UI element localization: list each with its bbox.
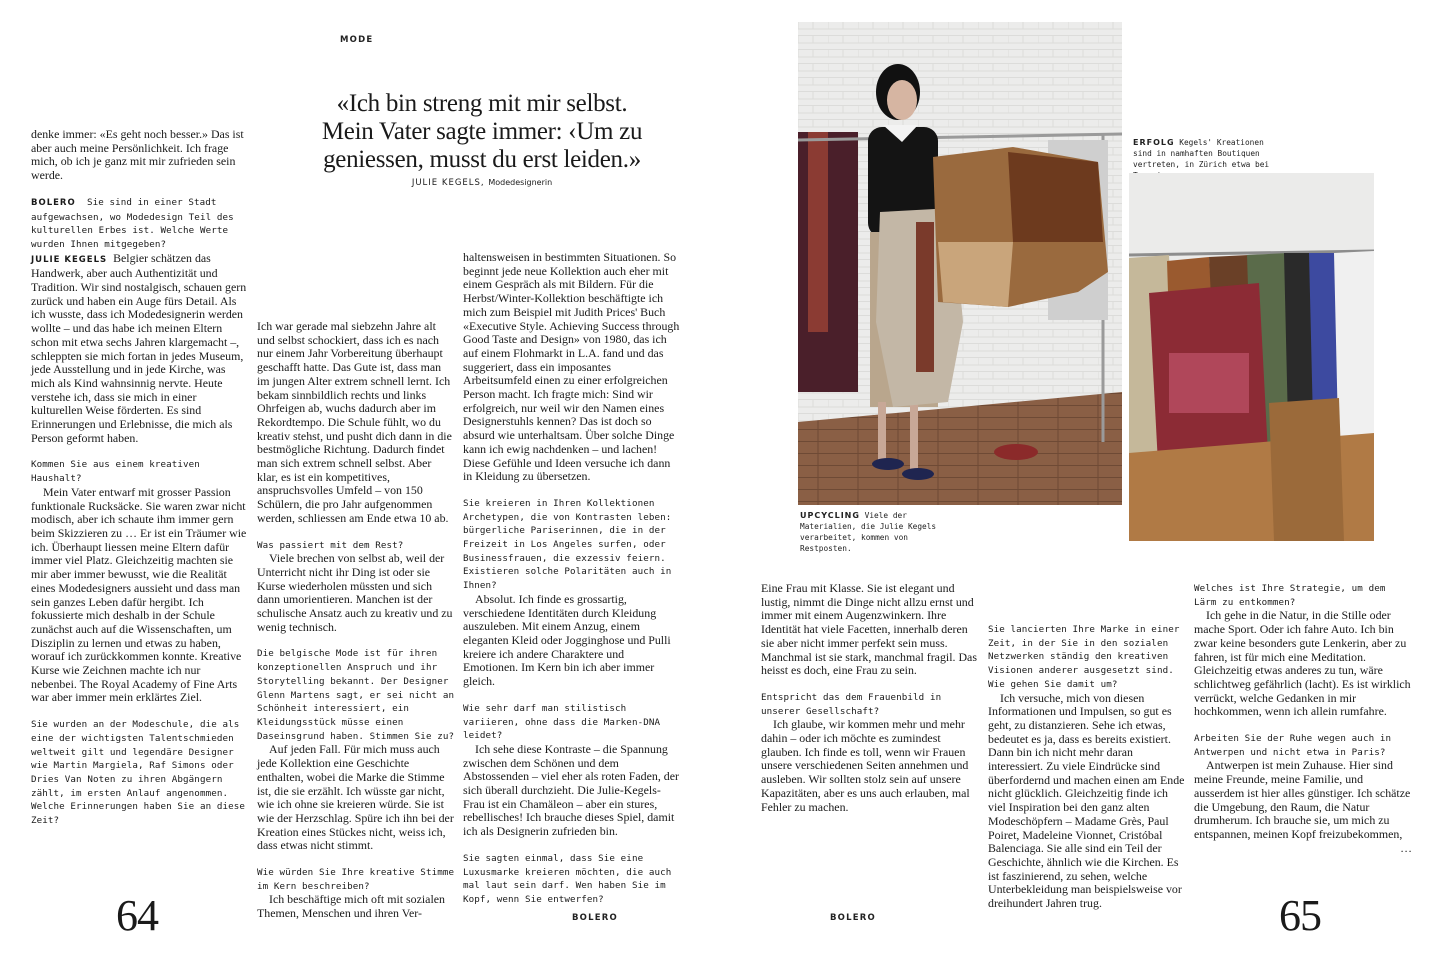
interview-question: Die belgische Mode ist für ihren konzeptionellen Anspruch und ihr Storytelling bekannt. Der Designer Glenn Martens sagt, er sei nicht an Schönheit interessiert, ein Kleidungsstück müsse einen Daseinsgrund haben. Stimmen Sie zu? (257, 648, 455, 742)
photo-illustration (798, 22, 1122, 505)
speaker-label: JULIE KEGELS (31, 254, 108, 265)
interview-question: Sie sagten einmal, dass Sie eine Luxusmarke kreieren möchten, die auch mal laut sein darf. Wen haben Sie im Kopf, wenn Sie entwerfen? (463, 852, 672, 905)
page-number-left: 64 (116, 891, 158, 940)
interview-answer: Auf jeden Fall. Für mich muss auch jede Kollektion eine Geschichte enthalten, wobei die Marke die Stimme ist, die sie erzählt. Ich wüsste gar nicht, wie ich ohne sie kreieren würde. Sie ist wie der Herzschlag. Spüre ich ihn bei der Kreation eines Stückes nicht, weiss ich, dass etwas nicht stimmt. (257, 742, 454, 853)
caption-heading: ERFOLG (1133, 138, 1175, 147)
pull-quote-attribution: JULIE KEGELS, Modedesignerin (411, 178, 553, 188)
footer-magazine-name: BOLERO (572, 913, 618, 923)
page-number-right: 65 (1279, 891, 1321, 940)
interview-answer: Ich versuche, mich von diesen Informationen und Impulsen, so gut es geht, zu distanzieren. Sehe ich etwas, bedeutet es ja, dass es bereits existiert. Dann bin ich nicht mehr daran interessiert. Zu viele Eindrücke sind überfordernd und machen einen am Ende nicht glücklich. Gleichzeitig finde ich viel Inspiration bei den ganz alten Modeschöpfern – Madame Grès, Paul Poiret, Madeleine Vionnet, Cristóbal Balenciaga. Sie alle sind ein Teil der Geschichte, ähnlich wie die Kirchen. Es ist faszinierend, zu sehen, welche Unterbekleidung man beispielsweise vor dreihundert Jahren trug. (988, 690, 1185, 911)
photo-clothing-rack (1129, 173, 1374, 541)
interview-answer (31, 252, 247, 446)
photo-designer-with-garments (798, 22, 1122, 505)
interview-answer: Ich glaube, wir kommen mehr und mehr dahin – oder ich möchte es zumindest glauben. Ich finde es toll, wenn wir Frauen unsere verschiedenen Seiten annehmen und ausleben. Wir sollten stolz sein auf unsere Kapazitäten, aber es uns auch erlauben, mal Fehler zu machen. (761, 717, 970, 814)
text-column-4 (761, 582, 979, 814)
interview-question: Entspricht das dem Frauenbild in unserer Gesellschaft? (761, 691, 942, 717)
interview-answer: Ich gehe in die Natur, in die Stille oder mache Sport. Oder ich fahre Auto. Ich bin zwar keine besonders gute Lenkerin, aber zu fahren, ist für mich eine Meditation. Gleichzeitig etwas anderes zu tun, wäre schlichtweg gefährlich (lacht). Es ist wirklich verrückt, welche Gedanken in mir hochkommen, wenn ich allein rumfahre. (1194, 608, 1411, 719)
pull-quote-line: Mein Vater sagte immer: ‹Um zu (321, 118, 643, 145)
speaker-label: BOLERO (31, 197, 76, 208)
interview-answer: Ich sehe diese Kontraste – die Spannung zwischen dem Schönen und dem Abstossenden – viel eher als roten Faden, der sich überall durchzieht. Die Julie-Kegels-Frau ist ein Chamäleon – aber ein stures, rebellisches! Ich brauche dieses Spiel, damit ich als Designerin zufrieden bin. (463, 741, 679, 839)
interview-answer: Mein Vater entwarf mit grosser Passion funktionale Rucksäcke. Sie waren zwar nicht modisch, aber ich schaute ihm immer gern beim Skizzieren zu … Er ist ein Träumer wie ich. Überhaupt liessen meine Eltern dafür immer viel Platz. Gleichzeitig machten sie mir aber immer bewusst, wie die Realität eines Modedesigners aussieht und dass man sein ganzes Leben dafür hergibt. Ich fokussierte mich deshalb in der Schule zunächst auch auf die Wissenschaften, um Disziplin zu lernen und etwas zu haben, worauf ich zurückkommen konnte. Kreative Kurse wie Zeichnen machte ich nur nebenbei. The Royal Academy of Fine Arts war aber immer mein erklärtes Ziel. (31, 484, 247, 705)
interview-answer: Antwerpen ist mein Zuhause. Hier sind meine Freunde, meine Familie, und ausserdem ist hier alles günstiger. Ich schätze die Umgebung, den Raum, die Natur drumherum. Ich brauche sie, um mich zu entspannen, meinen Kopf freizubekommen, (1194, 758, 1411, 841)
interview-question: Sie lancierten Ihre Marke in einer Zeit, in der Sie in den sozialen Netzwerken ständig den kreativen Visionen anderer ausgesetzt sind. Wie gehen Sie damit um? (988, 624, 1180, 690)
interview-question: Was passiert mit dem Rest? (257, 539, 404, 551)
caption-heading: UPCYCLING (800, 511, 860, 520)
attribution-name: JULIE KEGELS (411, 178, 481, 188)
footer-magazine-name: BOLERO (830, 913, 876, 923)
text-column-5 (988, 623, 1186, 911)
photo-illustration (1129, 173, 1374, 541)
pull-quote-line: «Ich bin streng mit mir selbst. (336, 90, 628, 117)
attribution-role: Modedesignerin (488, 178, 553, 187)
interview-question: Welches ist Ihre Strategie, um dem Lärm zu entkommen? (1194, 583, 1386, 608)
interview-question: Sie wurden an der Modeschule, die als eine der wichtigsten Talentschmieden weltweit gilt und legendäre Designer wie Martin Margiela, Raf Simons oder Dries Van Noten zu ihren Abgängern zählt, im ersten Anlauf angenommen. Welche Erinnerungen haben Sie an diese Zeit? (31, 719, 245, 827)
answer-text: Belgier schätzen das Handwerk, aber auch Authentizität und Tradition. Wir sind nostalgisch, schauen gern zurück und haben ein Auge fürs Detail. Als ich wusste, dass ich Modedesignerin werden wollte – und das habe ich meinen Eltern schon mit etwa sechs Jahren klargemacht –, schleppten sie mich fortan in jedes Museum, jede Ausstellung und in jede Kirche, was mich als Kind wahnsinnig nervte. Heute verstehe ich, dass sie mich in einer kulturellen Weise förderten. Es sind Erinnerungen und Erlebnisse, die mich als Person geformt haben. (31, 250, 247, 445)
interview-answer: Viele brechen von selbst ab, weil der Unterricht nicht ihr Ding ist oder sie Kurse wiederholen müssten und sich dann umorientieren. Manchen ist der schulische Ansatz auch zu kreativ und zu wenig technisch. (257, 551, 453, 634)
caption-text: Kegels' Kreationen sind in namhaften Boutiquen vertreten, in Zürich etwa bei (1133, 138, 1270, 169)
caption-upcycling (800, 510, 960, 554)
paragraph: haltensweisen in bestimmten Situationen. So beginnt jede neue Kollektion auch eher mit einem Gespräch als mit Bildern. Für die Herbst/Winter-Kollektion beschäftigte ich mich zum Beispiel mit Judith Prices' Buch «Executive Style. Achieving Success through Good Taste and Design» von 1980, das ich auf einem Flohmarkt in L.A. fand und das suggeriert, dass ein imposantes Arbeitsumfeld einen zu einer erfolgreichen Person macht. Ich fragte mich: Sind wir erfolgreich, nur weil wir den Namen eines Designerstuhls kennen? Das ist doch so absurd wie unterhaltsam. Über solche Dinge kann ich ewig nachdenken – und lachen! Diese Gefühle und Ideen versuche ich dann in Kleidung zu übersetzen. (463, 250, 680, 484)
text-column-1 (31, 128, 247, 828)
interview-question: Arbeiten Sie der Ruhe wegen auch in Antwerpen und nicht etwa in Paris? (1194, 733, 1392, 758)
interview-question: Wie würden Sie Ihre kreative Stimme im Kern beschreiben? (257, 867, 455, 892)
text-column-6 (1194, 582, 1412, 855)
running-head: MODE (340, 35, 374, 45)
interview-question (31, 196, 247, 252)
paragraph: Eine Frau mit Klasse. Sie ist elegant und lustig, nimmt die Dinge nicht allzu ernst und immer mit einem Augenzwinkern. Ihre Identität hat viele Facetten, innerhalb deren sie aber nicht immer perfekt sein muss. Manchmal ist sie stark, manchmal fragil. Das heisst es doch, eine Frau zu sein. (761, 581, 977, 678)
continuation-ellipsis: … (1400, 840, 1412, 855)
paragraph: denke immer: «Es geht noch besser.» Das ist aber auch meine Persönlichkeit. Ich frage mich, ob ich je ganz mit mir zufrieden sein werde. (31, 127, 244, 183)
pull-quote-line: geniessen, musst du erst leiden.» (323, 146, 641, 173)
question-text: Sie sind in einer Stadt aufgewachsen, wo Modedesign Teil des kulturellen Erbes ist. Welche Werte wurden Ihnen mitgegeben? (31, 196, 234, 250)
text-column-2 (257, 320, 455, 921)
interview-question: Sie kreieren in Ihren Kollektionen Archetypen, die von Kontrasten leben: bürgerliche Pariserinnen, die in der Freizeit in Los Angeles surfen, oder Businessfrauen, die exzessiv feiern. Existieren solche Polaritäten auch in Ihnen? (463, 497, 672, 592)
text-column-3 (463, 251, 681, 907)
caption-text: Viele der Materialien, die Julie Kegels verarbeitet, kommen von Restposten. (800, 511, 937, 553)
interview-question: Wie sehr darf man stilistisch variieren, ohne dass die Marken-DNA leidet? (463, 702, 661, 742)
interview-answer: Ich beschäftige mich oft mit sozialen Themen, Menschen und ihren Ver- (257, 892, 445, 921)
paragraph: Ich war gerade mal siebzehn Jahre alt und selbst schockiert, dass ich es nach nur einem Jahr Vorbereitung überhaupt geschafft hatte. Das Gute ist, dass man im jungen Alter extrem schnell lernt. Ich bekam sinnbildlich rechts und links Ohrfeigen ab, wuchs dadurch aber im Rekordtempo. Die Schule fühlt, wo du kreativ stehst, und pusht dich dann in die bestmögliche Richtung. Dadurch findet man sich extrem schnell selbst. Aber klar, es ist ein kompetitives, anspruchsvolles Umfeld – von 150 Schülern, die pro Jahr aufgenommen werden, schliessen am Ende etwa 10 ab. (257, 319, 452, 525)
pull-quote (282, 90, 682, 174)
interview-question: Kommen Sie aus einem kreativen Haushalt? (31, 459, 200, 485)
interview-answer: Absolut. Ich finde es grossartig, verschiedene Identitäten durch Kleidung auszuleben. Mit einem Anzug, einem eleganten Kleid oder Jogginghose und Pulli kreiere ich andere Charaktere und Emotionen. Im Kern bin ich aber immer gleich. (463, 591, 671, 689)
